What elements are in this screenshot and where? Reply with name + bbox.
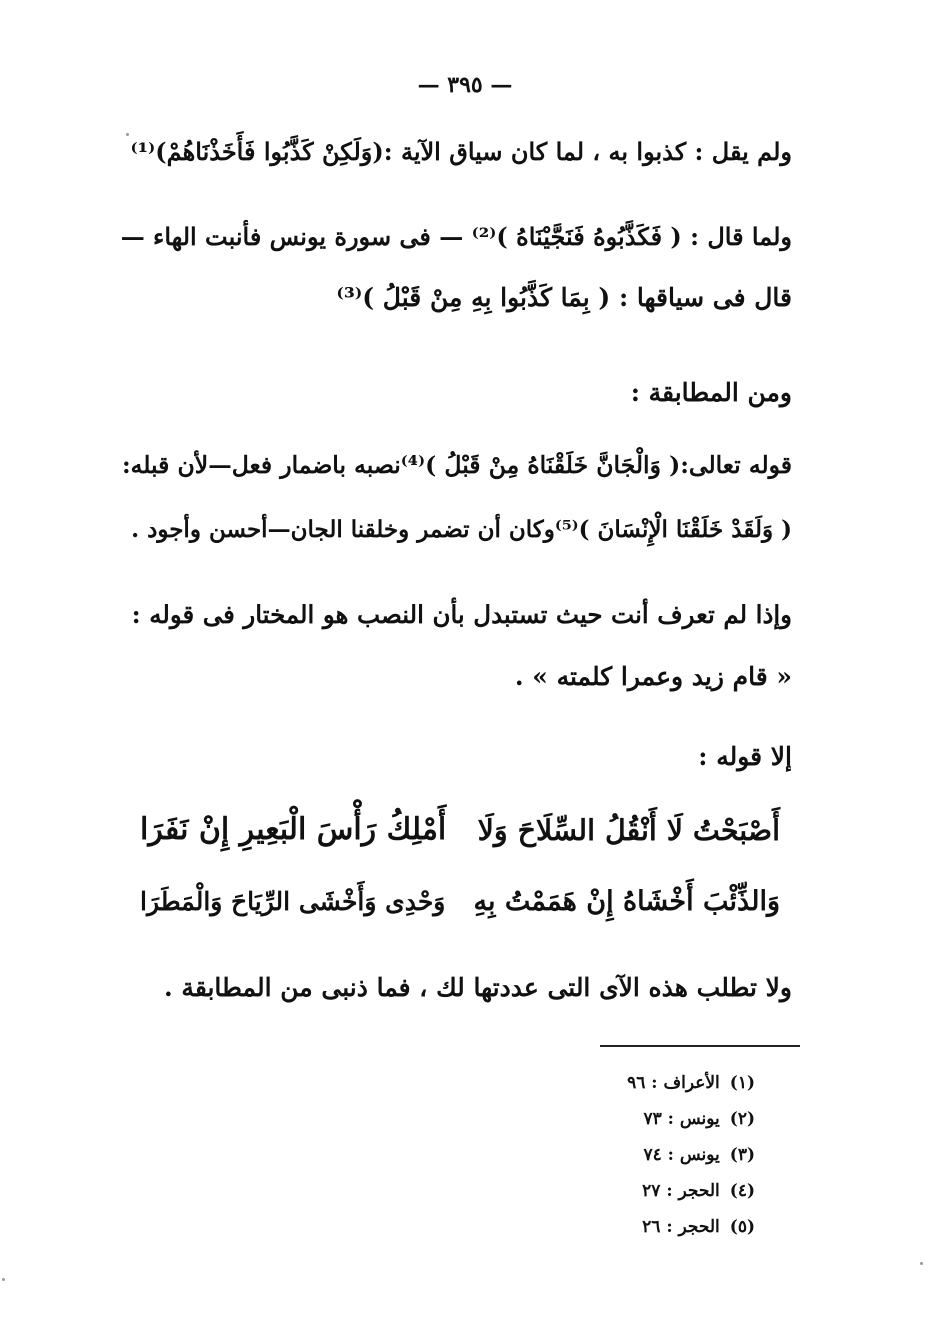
section-heading-mutabaqa: ومن المطابقة : <box>630 378 792 407</box>
text-line-2: ولما قال : ( فَكَذَّبُوهُ فَنَجَّيْنَاهُ )⁽²⁾ — فى سورة يونس فأنبت الهاء — <box>120 222 792 251</box>
footnote-number: (٣) <box>729 1145 755 1165</box>
text-line-5: قوله تعالى:( وَالْجَانَّ خَلَقْنَاهُ مِنْ قَبْلُ )⁽⁴⁾نصبه باضمار فعل—لأن قبله: <box>121 451 792 479</box>
footnote-reference: يونس : ٧٤ <box>643 1145 720 1165</box>
poem-verse-1 <box>140 806 780 854</box>
verse-2-second-hemistich: وَحْدِى وَأَخْشَى الرِّيَاحَ وَالْمَطَرَا <box>140 887 446 916</box>
text-line-10: ولا تطلب هذه الآى التى عددتها لك ، فما ذنبى من المطابقة . <box>164 973 792 1002</box>
footnote-number: (١) <box>729 1073 755 1093</box>
page-number: — ٣٩٥ — <box>417 72 513 98</box>
footnote-reference: الحجر : ٢٧ <box>642 1181 720 1201</box>
footnote-number: (٤) <box>729 1181 755 1201</box>
footnote-reference: الأعراف : ٩٦ <box>627 1073 720 1093</box>
scan-speck <box>126 133 129 136</box>
verse-1-second-hemistich: أَمْلِكُ رَأْسَ الْبَعِيرِ إِنْ نَفَرَا <box>140 812 447 847</box>
text-line-1: ولم يقل : كذبوا به ، لما كان سياق الآية :(وَلَكِنْ كَذَّبُوا فَأَخَذْنَاهُمْ)⁽¹⁾ <box>130 137 792 166</box>
footnote-reference: يونس : ٧٣ <box>643 1109 720 1129</box>
footnote-2 <box>555 1106 755 1132</box>
footnote-5 <box>555 1214 755 1240</box>
footnote-1 <box>555 1070 755 1096</box>
text-line-7: وإذا لم تعرف أنت حيث تستبدل بأن النصب هو المختار فى قوله : <box>131 600 792 629</box>
text-line-6: ( وَلَقَدْ خَلَقْنَا الْإِنْسَانَ )⁽⁵⁾وكان أن تضمر وخلقنا الجان—أحسن وأجود . <box>131 516 792 543</box>
footnote-4 <box>555 1178 755 1204</box>
scan-speck <box>920 1262 923 1265</box>
footnote-number: (٥) <box>729 1217 755 1237</box>
footnote-3 <box>555 1142 755 1168</box>
verse-1-first-hemistich: أَصْبَحْتُ لَا أَنْقُلُ السِّلَاحَ وَلَا <box>477 813 780 847</box>
poem-verse-2 <box>140 878 780 926</box>
scan-speck <box>2 1278 5 1281</box>
footnote-reference: الحجر : ٢٦ <box>642 1217 720 1237</box>
text-line-9: إلا قوله : <box>698 742 792 771</box>
text-line-3: قال فى سياقها : ( بِمَا كَذَّبُوا بِهِ مِنْ قَبْلُ )⁽³⁾ <box>336 283 792 312</box>
footnote-divider <box>600 1045 800 1047</box>
text-line-8: « قام زيد وعمرا كلمته » . <box>514 662 792 691</box>
footnote-number: (٢) <box>729 1109 755 1129</box>
verse-2-first-hemistich: وَالذِّئْبَ أَخْشَاهُ إِنْ هَمَمْتُ بِهِ <box>473 886 780 917</box>
